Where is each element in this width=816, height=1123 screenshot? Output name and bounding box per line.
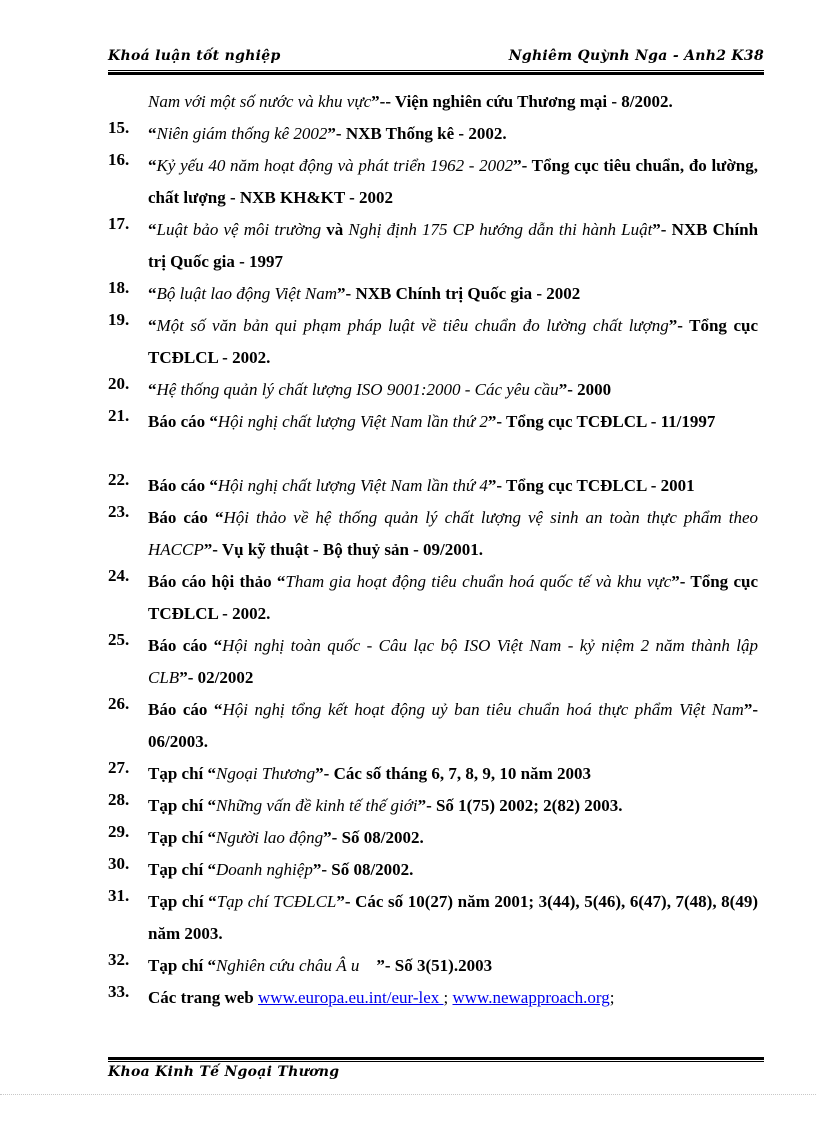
reference-text: Tạp chí “Ngoại Thương”- Các số tháng 6, 7, 8, 9, 10 năm 2003	[148, 764, 591, 783]
reference-text: Nam với một số nước và khu vực”-- Viện nghiên cứu Thương mại - 8/2002.	[148, 92, 673, 111]
reference-number: 29.	[108, 822, 130, 841]
reference-text: “Kỷ yếu 40 năm hoạt động và phát triển 1962 - 2002”- Tổng cục tiêu chuẩn, đo lường, chất lượng - NXB KH&KT - 2002	[148, 156, 759, 207]
reference-text: Báo cáo “Hội thảo về hệ thống quản lý chất lượng vệ sinh an toàn thực phẩm theo HACCP”- Vụ kỹ thuật - Bộ thuỷ sản - 09/2001.	[148, 508, 758, 559]
reference-number: 23.	[108, 502, 130, 521]
reference-text: “Luật bảo vệ môi trường và Nghị định 175 CP hướng dẫn thi hành Luật”- NXB Chính trị Quốc gia - 1997	[148, 220, 759, 271]
page-bottom-divider	[0, 1094, 816, 1095]
header-rule-thick	[108, 72, 764, 75]
reference-text: Báo cáo hội thảo “Tham gia hoạt động tiêu chuẩn hoá quốc tế và khu vực”- Tổng cục TCĐLCL - 2002.	[148, 572, 758, 623]
reference-number: 28.	[108, 790, 130, 809]
reference-number: 30.	[108, 854, 130, 873]
reference-number: 18.	[108, 278, 130, 297]
reference-text: Báo cáo “Hội nghị chất lượng Việt Nam lần thứ 4”- Tổng cục TCĐLCL - 2001	[148, 476, 695, 495]
reference-text: “Niên giám thống kê 2002”- NXB Thống kê - 2002.	[148, 124, 507, 143]
header-author: Nghiêm Quỳnh Nga - Anh2 K38	[508, 48, 764, 64]
reference-text: “Một số văn bản qui phạm pháp luật về tiêu chuẩn đo lường chất lượng”- Tổng cục TCĐLCL - 2002.	[148, 316, 758, 367]
reference-number: 27.	[108, 758, 130, 777]
page-header	[108, 44, 764, 70]
reference-number: 22.	[108, 470, 130, 489]
reference-number: 31.	[108, 886, 130, 905]
reference-text: Tạp chí “Doanh nghiệp”- Số 08/2002.	[148, 860, 414, 879]
link-europa[interactable]: www.europa.eu.int/eur-lex	[258, 988, 444, 1007]
header-rule-thin	[108, 70, 764, 71]
reference-text: Báo cáo “Hội nghị chất lượng Việt Nam lần thứ 2”- Tổng cục TCĐLCL - 11/1997	[148, 412, 716, 431]
reference-text: Tạp chí “Những vấn đề kinh tế thế giới”- Số 1(75) 2002; 2(82) 2003.	[148, 796, 623, 815]
reference-number: 24.	[108, 566, 130, 585]
reference-number: 21.	[108, 406, 130, 425]
reference-number: 17.	[108, 214, 130, 233]
reference-number: 26.	[108, 694, 130, 713]
reference-text: Tạp chí “Tạp chí TCĐLCL”- Các số 10(27) năm 2001; 3(44), 5(46), 6(47), 7(48), 8(49) năm 2003.	[148, 892, 758, 943]
reference-text: Báo cáo “Hội nghị tổng kết hoạt động uỷ ban tiêu chuẩn hoá thực phẩm Việt Nam”- 06/2003.	[148, 700, 758, 751]
reference-number: 25.	[108, 630, 130, 649]
reference-text: Tạp chí “Người lao động”- Số 08/2002.	[148, 828, 424, 847]
reference-text: Các trang web www.europa.eu.int/eur-lex ; www.newapproach.org;	[148, 988, 615, 1007]
footer-rule-thick	[108, 1057, 764, 1060]
reference-number: 19.	[108, 310, 130, 329]
reference-number: 32.	[108, 950, 130, 969]
reference-text: Tạp chí “Nghiên cứu châu Â u ”- Số 3(51).2003	[148, 956, 493, 975]
reference-number: 16.	[108, 150, 130, 169]
reference-text: “Bộ luật lao động Việt Nam”- NXB Chính trị Quốc gia - 2002	[148, 284, 581, 303]
reference-number: 33.	[108, 982, 130, 1001]
reference-text: Báo cáo “Hội nghị toàn quốc - Câu lạc bộ ISO Việt Nam - kỷ niệm 2 năm thành lập CLB”- 02/2002	[148, 636, 758, 687]
page-footer: Khoa Kinh Tế Ngoại Thương	[108, 1064, 340, 1080]
reference-number: 20.	[108, 374, 130, 393]
header-thesis-title: Khoá luận tốt nghiệp	[108, 48, 281, 64]
reference-text: “Hệ thống quản lý chất lượng ISO 9001:2000 - Các yêu cầu”- 2000	[148, 380, 612, 399]
link-newapproach[interactable]: www.newapproach.org	[452, 988, 610, 1007]
footer-rule-thin	[108, 1061, 764, 1062]
reference-number: 15.	[108, 118, 130, 137]
